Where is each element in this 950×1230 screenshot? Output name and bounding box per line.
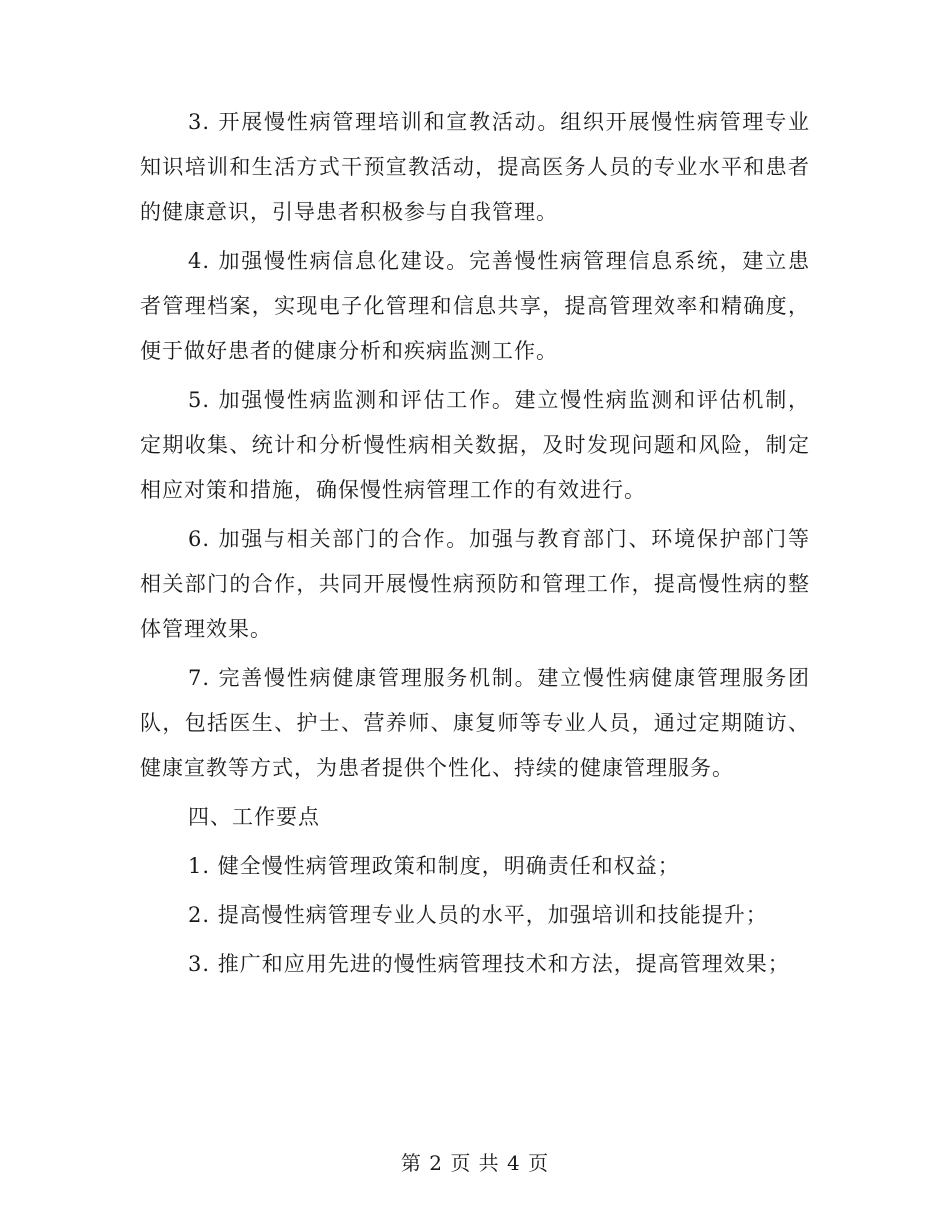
paragraph-item-6-cooperation: 6. 加强与相关部门的合作。加强与教育部门、环境保护部门等相关部门的合作，共同开展慢性病预防和管理工作，提高慢性病的整体管理效果。 xyxy=(140,527,810,641)
section-heading-work-points: 四、工作要点 xyxy=(188,805,320,829)
paragraph-item-5-monitoring: 5. 加强慢性病监测和评估工作。建立慢性病监测和评估机制，定期收集、统计和分析慢性病相关数据，及时发现问题和风险，制定相应对策和措施，确保慢性病管理工作的有效进行。 xyxy=(140,388,810,502)
work-point-1: 1. 健全慢性病管理政策和制度，明确责任和权益； xyxy=(188,854,680,878)
document-body xyxy=(140,100,810,987)
work-point-3: 3. 推广和应用先进的慢性病管理技术和方法，提高管理效果； xyxy=(188,952,790,976)
paragraph-item-7-service-mechanism: 7. 完善慢性病健康管理服务机制。建立慢性病健康管理服务团队，包括医生、护士、营养师、康复师等专业人员，通过定期随访、健康宣教等方式，为患者提供个性化、持续的健康管理服务。 xyxy=(140,666,810,780)
page-number-footer: 第 2 页 共 4 页 xyxy=(400,1151,550,1175)
paragraph-item-3-training: 3. 开展慢性病管理培训和宣教活动。组织开展慢性病管理专业知识培训和生活方式干预宣教活动，提高医务人员的专业水平和患者的健康意识，引导患者积极参与自我管理。 xyxy=(140,110,810,224)
paragraph-item-4-informatization: 4. 加强慢性病信息化建设。完善慢性病管理信息系统，建立患者管理档案，实现电子化管理和信息共享，提高管理效率和精确度，便于做好患者的健康分析和疾病监测工作。 xyxy=(140,249,810,363)
work-point-2: 2. 提高慢性病管理专业人员的水平，加强培训和技能提升； xyxy=(188,903,768,927)
